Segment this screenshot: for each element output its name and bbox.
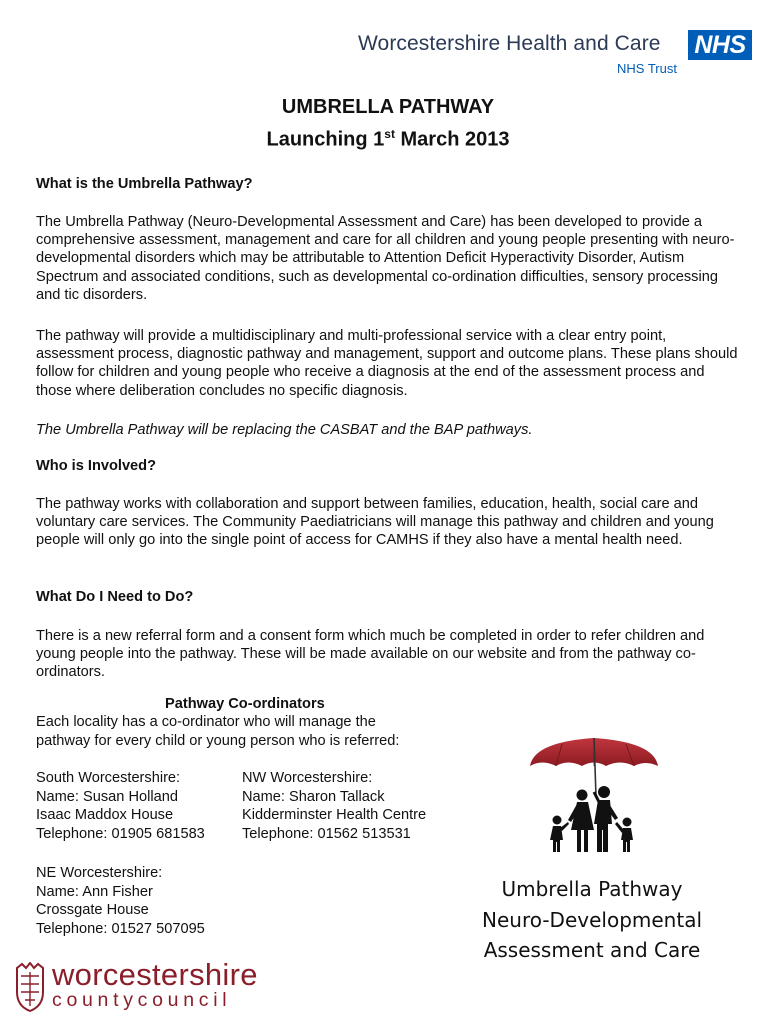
coordinator-phone: Telephone: 01562 513531 <box>242 825 411 842</box>
coordinator-area: NW Worcestershire: <box>242 770 373 786</box>
title-line-2: Launching 1st March 2013 <box>266 127 510 151</box>
paragraph-what-1: The Umbrella Pathway (Neuro-Developmental Assessment and Care) has been developed to provide a comprehensive assessment, management and care for all children and young people presenting with neuro-developmental disorders which may be attributable to Attention Deficit Hyperactivity Disorder, Autism Spectrum and associated conditions, such as developmental co-ordination difficulties, sensory processing and tic disorders. <box>36 214 735 303</box>
section-heading-do: What Do I Need to Do? <box>36 589 194 605</box>
title-line-1: UMBRELLA PATHWAY <box>281 96 495 118</box>
coordinator-ne <box>36 864 205 938</box>
coordinators-intro-1: Each locality has a co-ordinator who will manage the <box>36 714 376 730</box>
section-heading-who: Who is Involved? <box>36 458 156 474</box>
nhs-badge: NHS <box>688 30 752 60</box>
coordinator-south <box>36 769 205 843</box>
panel-caption <box>462 874 722 966</box>
replacement-note: The Umbrella Pathway will be replacing the CASBAT and the BAP pathways. <box>36 422 533 438</box>
coordinator-phone: Telephone: 01905 681583 <box>36 825 205 842</box>
panel-caption-line-2: Neuro-Developmental <box>482 907 702 932</box>
umbrella-family-icon <box>496 734 666 854</box>
panel-caption-line-3: Assessment and Care <box>483 938 701 962</box>
paragraph-who: The pathway works with collaboration and support between families, education, health, social care and voluntary care services. The Community Paediatricians will manage this pathway and children and young people will only go into the single point of access for CAMHS if they also have a mental health need. <box>36 496 714 549</box>
council-subtitle: countycouncil <box>52 989 232 1011</box>
coordinator-area: NE Worcestershire: <box>36 865 163 881</box>
coordinators-intro-2: pathway for every child or young person who is referred: <box>36 733 400 749</box>
council-crest-icon <box>14 962 46 1012</box>
coordinator-location: Crossgate House <box>36 902 149 919</box>
county-council-logo <box>14 957 264 1015</box>
coordinator-name: Name: Susan Holland <box>36 788 178 805</box>
coordinator-name: Name: Sharon Tallack <box>242 788 385 805</box>
coordinator-location: Isaac Maddox House <box>36 807 174 824</box>
coordinator-nw <box>242 769 426 843</box>
page-title <box>0 95 768 153</box>
coordinator-area: South Worcestershire: <box>36 770 181 786</box>
section-heading-what: What is the Umbrella Pathway? <box>36 176 253 192</box>
paragraph-do: There is a new referral form and a consent form which much be completed in order to refer children and young people into the pathway. These will be made available on our website and from the pathway co-ordinators. <box>36 628 705 681</box>
coordinator-name: Name: Ann Fisher <box>36 883 153 900</box>
org-name: Worcestershire Health and Care <box>358 32 661 55</box>
panel-caption-line-1: Umbrella Pathway <box>501 877 683 901</box>
council-name: worcestershire <box>52 957 258 992</box>
org-subtitle: NHS Trust <box>617 61 677 76</box>
nhs-logo <box>358 30 753 80</box>
paragraph-what-2: The pathway will provide a multidisciplinary and multi-professional service with a clear entry point, assessment process, diagnostic pathway and management, support and outcome plans. These plans should follow for children and young people who receive a diagnosis at the end of the assessment process and those where deliberation concludes no specific diagnosis. <box>36 328 738 399</box>
coordinators-heading: Pathway Co-ordinators <box>165 696 325 712</box>
coordinator-location: Kidderminster Health Centre <box>242 807 427 824</box>
coordinator-phone: Telephone: 01527 507095 <box>36 920 205 937</box>
